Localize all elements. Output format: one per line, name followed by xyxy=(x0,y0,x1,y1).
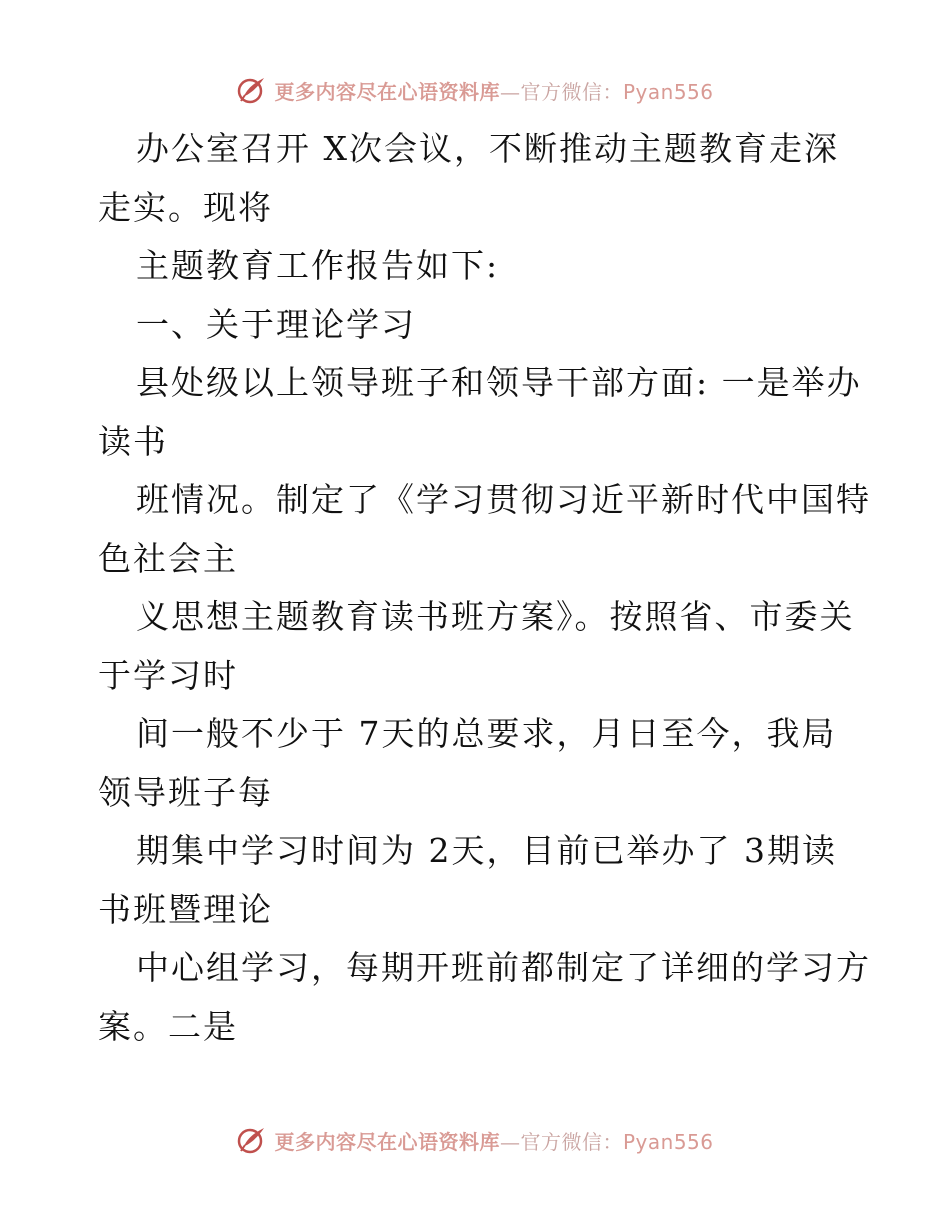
paragraph-line: 县处级以上领导班子和领导干部方面: 一是举办 xyxy=(136,363,862,402)
footer-watermark xyxy=(0,1122,950,1158)
paragraph-line: 办公室召开 X次会议，不断推动主题教育走深 xyxy=(136,129,839,168)
paragraph-line: 间一般不少于 7天的总要求，月日至今，我局 xyxy=(136,714,837,753)
paragraph-line: 班情况。制定了《学习贯彻习近平新时代中国特 xyxy=(136,480,871,519)
document-body xyxy=(98,120,871,1056)
paragraph-line: 读书 xyxy=(98,421,168,461)
watermark-group xyxy=(236,1124,713,1156)
paragraph-line: 走实。现将 xyxy=(98,187,273,227)
watermark-separator: — xyxy=(499,1129,521,1154)
paragraph-line: 义思想主题教育读书班方案》。按照省、市委关 xyxy=(136,597,855,636)
paragraph-line: 案。二是 xyxy=(98,1006,238,1046)
watermark-wechat-label: 官方微信： xyxy=(520,79,623,104)
watermark-wechat-id: Pyan556 xyxy=(622,79,714,104)
section-heading: 一、关于理论学习 xyxy=(136,304,416,344)
watermark-group xyxy=(236,74,713,106)
paragraph-line: 色社会主 xyxy=(98,538,238,578)
watermark-wechat-id: Pyan556 xyxy=(622,1129,714,1154)
quill-logo-icon xyxy=(236,1124,268,1156)
watermark-site-text: 更多内容尽在心语资料库 xyxy=(274,79,500,104)
paragraph-line: 期集中学习时间为 2天，目前已举办了 3期读 xyxy=(136,831,837,870)
watermark-site-text: 更多内容尽在心语资料库 xyxy=(274,1129,500,1154)
paragraph-line: 书班暨理论 xyxy=(98,889,273,929)
header-watermark xyxy=(0,72,950,108)
watermark-wechat-label: 官方微信： xyxy=(520,1129,623,1154)
watermark-text xyxy=(274,1126,713,1155)
watermark-separator: — xyxy=(499,79,521,104)
paragraph-line: 中心组学习，每期开班前都制定了详细的学习方 xyxy=(136,948,871,987)
paragraph-line: 主题教育工作报告如下: xyxy=(136,246,500,285)
watermark-text xyxy=(274,76,713,105)
quill-logo-icon xyxy=(236,74,268,106)
paragraph-line: 领导班子每 xyxy=(98,772,273,812)
paragraph-line: 于学习时 xyxy=(98,655,238,695)
